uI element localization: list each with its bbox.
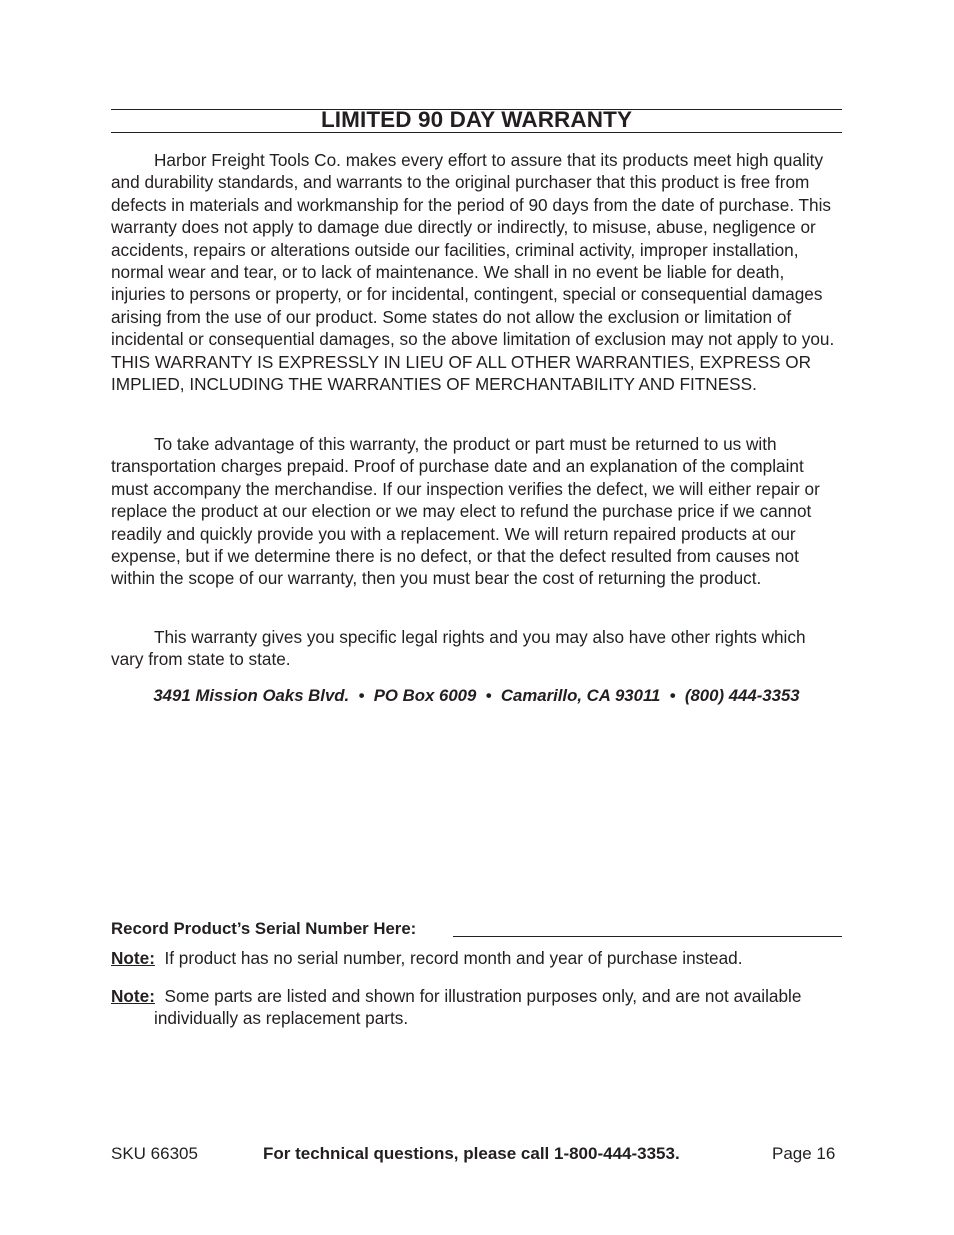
note-text: If product has no serial number, record month and year of purchase instead. [164, 948, 743, 968]
warranty-paragraph-2: To take advantage of this warranty, the product or part must be returned to us with transportation charges prepaid. Proof of purchase date and an explanation of the complaint must accompany the merchandise. If our inspection verifies the defect, we will either repair or replace the product at our election or we may elect to refund the purchase price if we cannot readily and quickly provide you with a replacement. We will return repaired products at our expense, but if we determine there is no defect, or that the defect resulted from causes not within the scope of our warranty, then you must bear the cost of returning the product. [111, 434, 820, 589]
footer-sku: SKU 66305 [111, 1144, 198, 1163]
footer-page-number: Page 16 [772, 1144, 836, 1163]
warranty-title-block [111, 109, 842, 133]
company-address: 3491 Mission Oaks Blvd. • PO Box 6009 • Camarillo, CA 93011 • (800) 444-3353 [153, 686, 800, 705]
note-parts [111, 985, 842, 1030]
serial-number-row [111, 919, 842, 939]
footer-tech-support: For technical questions, please call 1-800-444-3353. [263, 1144, 680, 1163]
warranty-paragraph-3: This warranty gives you specific legal rights and you may also have other rights which vary from state to state. [111, 627, 806, 670]
serial-number-blank-line [453, 936, 842, 937]
note-label: Note: [111, 986, 155, 1006]
note-label: Note: [111, 948, 155, 968]
warranty-title: LIMITED 90 DAY WARRANTY [320, 107, 633, 132]
warranty-paragraph-1: Harbor Freight Tools Co. makes every effort to assure that its products meet high quality and durability standards, and warrants to the original purchaser that this product is free from defects in materials and workmanship for the period of 90 days from the date of purchase. This warranty does not apply to damage due directly or indirectly, to misuse, abuse, negligence or accidents, repairs or alterations outside our facilities, criminal activity, improper installation, normal wear and tear, or to lack of maintenance. We shall in no event be liable for death, injuries to persons or property, or for incidental, contingent, special or consequential damages arising from the use of our product. Some states do not allow the exclusion or limitation of incidental or consequential damages, so the above limitation of exclusion may not apply to you. THIS WARRANTY IS EXPRESSLY IN LIEU OF ALL OTHER WARRANTIES, EXPRESS OR IMPLIED, INCLUDING THE WARRANTIES OF MERCHANTABILITY AND FITNESS. [111, 150, 835, 395]
note-text: Some parts are listed and shown for illustration purposes only, and are not available individually as replacement parts. [154, 986, 802, 1029]
note-serial [111, 947, 842, 969]
serial-number-label: Record Product’s Serial Number Here: [111, 919, 417, 938]
